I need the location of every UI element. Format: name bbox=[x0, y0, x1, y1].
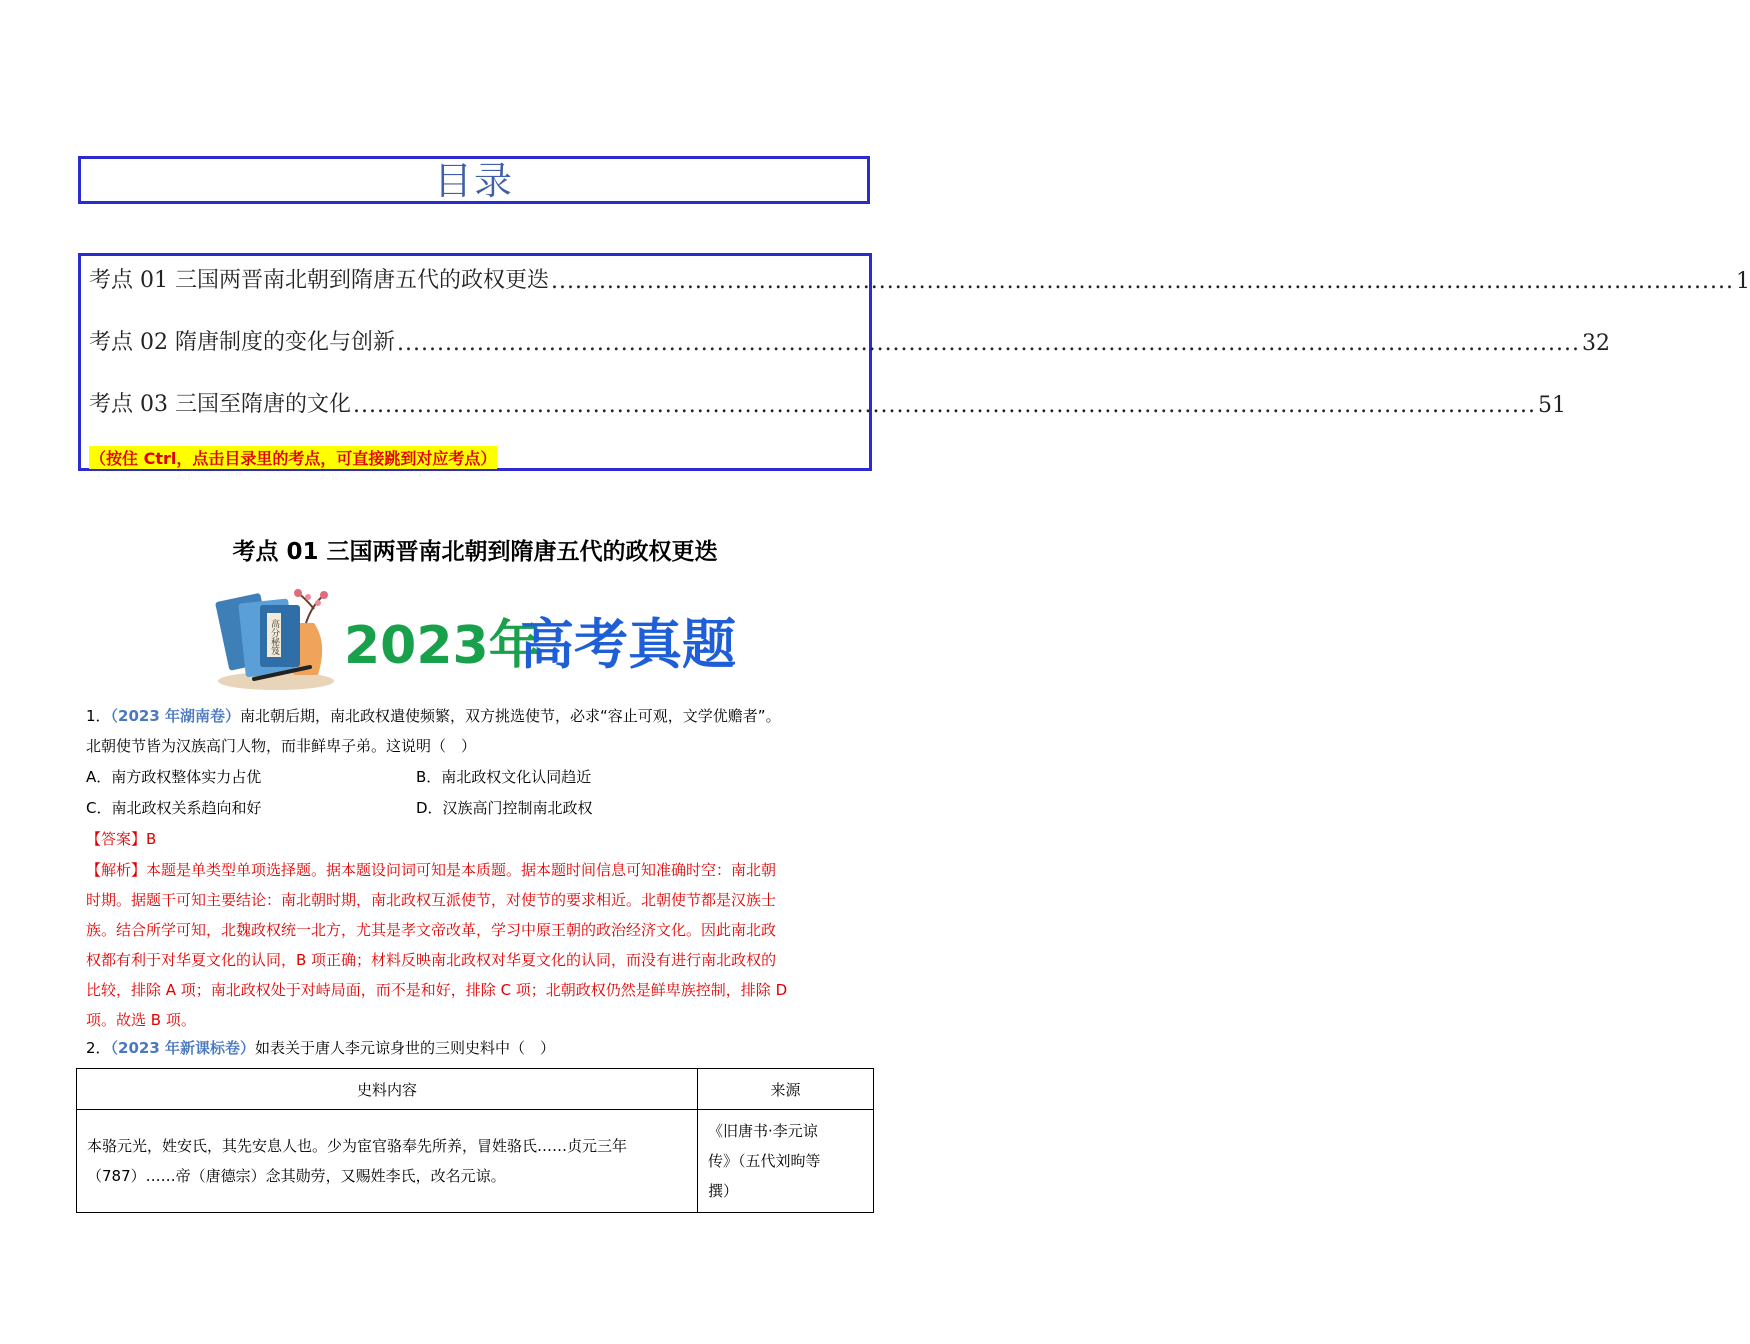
section-heading: 考点 01 三国两晋南北朝到隋唐五代的政权更迭 bbox=[232, 539, 718, 565]
q1-source: （2023 年湖南卷） bbox=[110, 707, 241, 725]
table-header-content: 史料内容 bbox=[77, 1069, 698, 1110]
banner-main-text: 高考真题 bbox=[520, 613, 736, 676]
toc-box bbox=[78, 253, 1750, 471]
q1-option-a: A．南方政权整体实力占优 bbox=[86, 768, 262, 786]
q1-stem-line1 bbox=[86, 701, 866, 731]
q1-analysis-line: 项。故选 B 项。 bbox=[86, 1011, 196, 1029]
q1-option-b: B．南北政权文化认同趋近 bbox=[416, 768, 592, 786]
banner-exam-title bbox=[214, 583, 734, 693]
table-header-source: 来源 bbox=[698, 1069, 874, 1110]
toc-page-number: 32 bbox=[1581, 331, 1610, 356]
toc-entry-3[interactable] bbox=[89, 386, 1566, 418]
q1-answer-label: 【答案】 bbox=[86, 830, 147, 848]
q1-answer-value: B bbox=[146, 830, 157, 848]
toc-entry-2[interactable] bbox=[89, 324, 1610, 356]
toc-leader-dots: .................................................................................................................................................... bbox=[550, 269, 1734, 294]
toc-leader-dots: .................................................................................................................................................... bbox=[352, 393, 1536, 418]
banner-book-label: 高分秘笈 bbox=[269, 619, 279, 655]
table-cell-source: 《旧唐书·李元谅 传》（五代刘昫等 撰） bbox=[698, 1110, 874, 1213]
q1-stem-text-1: 南北朝后期，南北政权遣使频繁，双方挑选使节，必求“容止可观，文学优赡者”。 bbox=[240, 707, 781, 725]
q2-stem-text: 如表关于唐人李元谅身世的三则史料中（ ） bbox=[255, 1039, 556, 1057]
q1-number: 1． bbox=[86, 707, 111, 725]
table-cell-content: 本骆元光，姓安氏，其先安息人也。少为宦官骆奉先所养，冒姓骆氏……贞元三年 （787）……帝（唐德宗）念其勋劳，又赐姓李氏，改名元谅。 bbox=[77, 1110, 698, 1213]
q1-analysis bbox=[86, 855, 866, 1035]
toc-page-number: 1 bbox=[1735, 269, 1750, 294]
table-row bbox=[77, 1110, 874, 1213]
q2-number: 2． bbox=[86, 1039, 111, 1057]
q1-analysis-line: 时期。据题干可知主要结论：南北朝时期，南北政权互派使节，对使节的要求相近。北朝使节都是汉族士 bbox=[86, 891, 777, 909]
toc-entry-1[interactable] bbox=[89, 262, 1750, 294]
toc-entry-label: 考点 02 隋唐制度的变化与创新 bbox=[89, 330, 395, 355]
toc-title-box bbox=[78, 156, 870, 204]
q1-answer bbox=[86, 824, 866, 854]
q1-analysis-line: 族。结合所学可知，北魏政权统一北方，尤其是孝文帝改革，学习中原王朝的政治经济文化。因此南北政 bbox=[86, 921, 777, 939]
q1-analysis-label: 【解析】 bbox=[86, 861, 147, 879]
source-table bbox=[76, 1068, 874, 1213]
toc-title: 目录 bbox=[433, 159, 514, 203]
q1-analysis-line: 【解析】本题是单类型单项选择题。据本题设问词可知是本质题。据本题时间信息可知准确时空：南北朝 bbox=[86, 861, 777, 879]
banner-illustration bbox=[214, 583, 734, 693]
toc-hint: （按住 Ctrl，点击目录里的考点，可直接跳到对应考点） bbox=[89, 446, 497, 469]
toc-entry-label: 考点 03 三国至隋唐的文化 bbox=[89, 392, 351, 417]
banner-year-text: 2023年 bbox=[344, 616, 541, 676]
q1-option-d: D．汉族高门控制南北政权 bbox=[416, 799, 593, 817]
q1-option-c: C．南北政权关系趋向和好 bbox=[86, 799, 262, 817]
toc-entry-label: 考点 01 三国两晋南北朝到隋唐五代的政权更迭 bbox=[89, 268, 549, 293]
q1-analysis-line: 权都有利于对华夏文化的认同，B 项正确；材料反映南北政权对华夏文化的认同，而没有进行南北政权的 bbox=[86, 951, 777, 969]
toc-page-number: 51 bbox=[1537, 393, 1566, 418]
q2-stem bbox=[86, 1033, 866, 1063]
q1-analysis-line: 比较，排除 A 项；南北政权处于对峙局面，而不是和好，排除 C 项；北朝政权仍然是鲜卑族控制，排除 D bbox=[86, 981, 788, 999]
q2-source: （2023 年新课标卷） bbox=[110, 1039, 256, 1057]
q1-stem-line2: 北朝使节皆为汉族高门人物，而非鲜卑子弟。这说明（ ） bbox=[86, 737, 477, 755]
table-header-row bbox=[77, 1069, 874, 1110]
toc-leader-dots: .................................................................................................................................................... bbox=[396, 331, 1580, 356]
